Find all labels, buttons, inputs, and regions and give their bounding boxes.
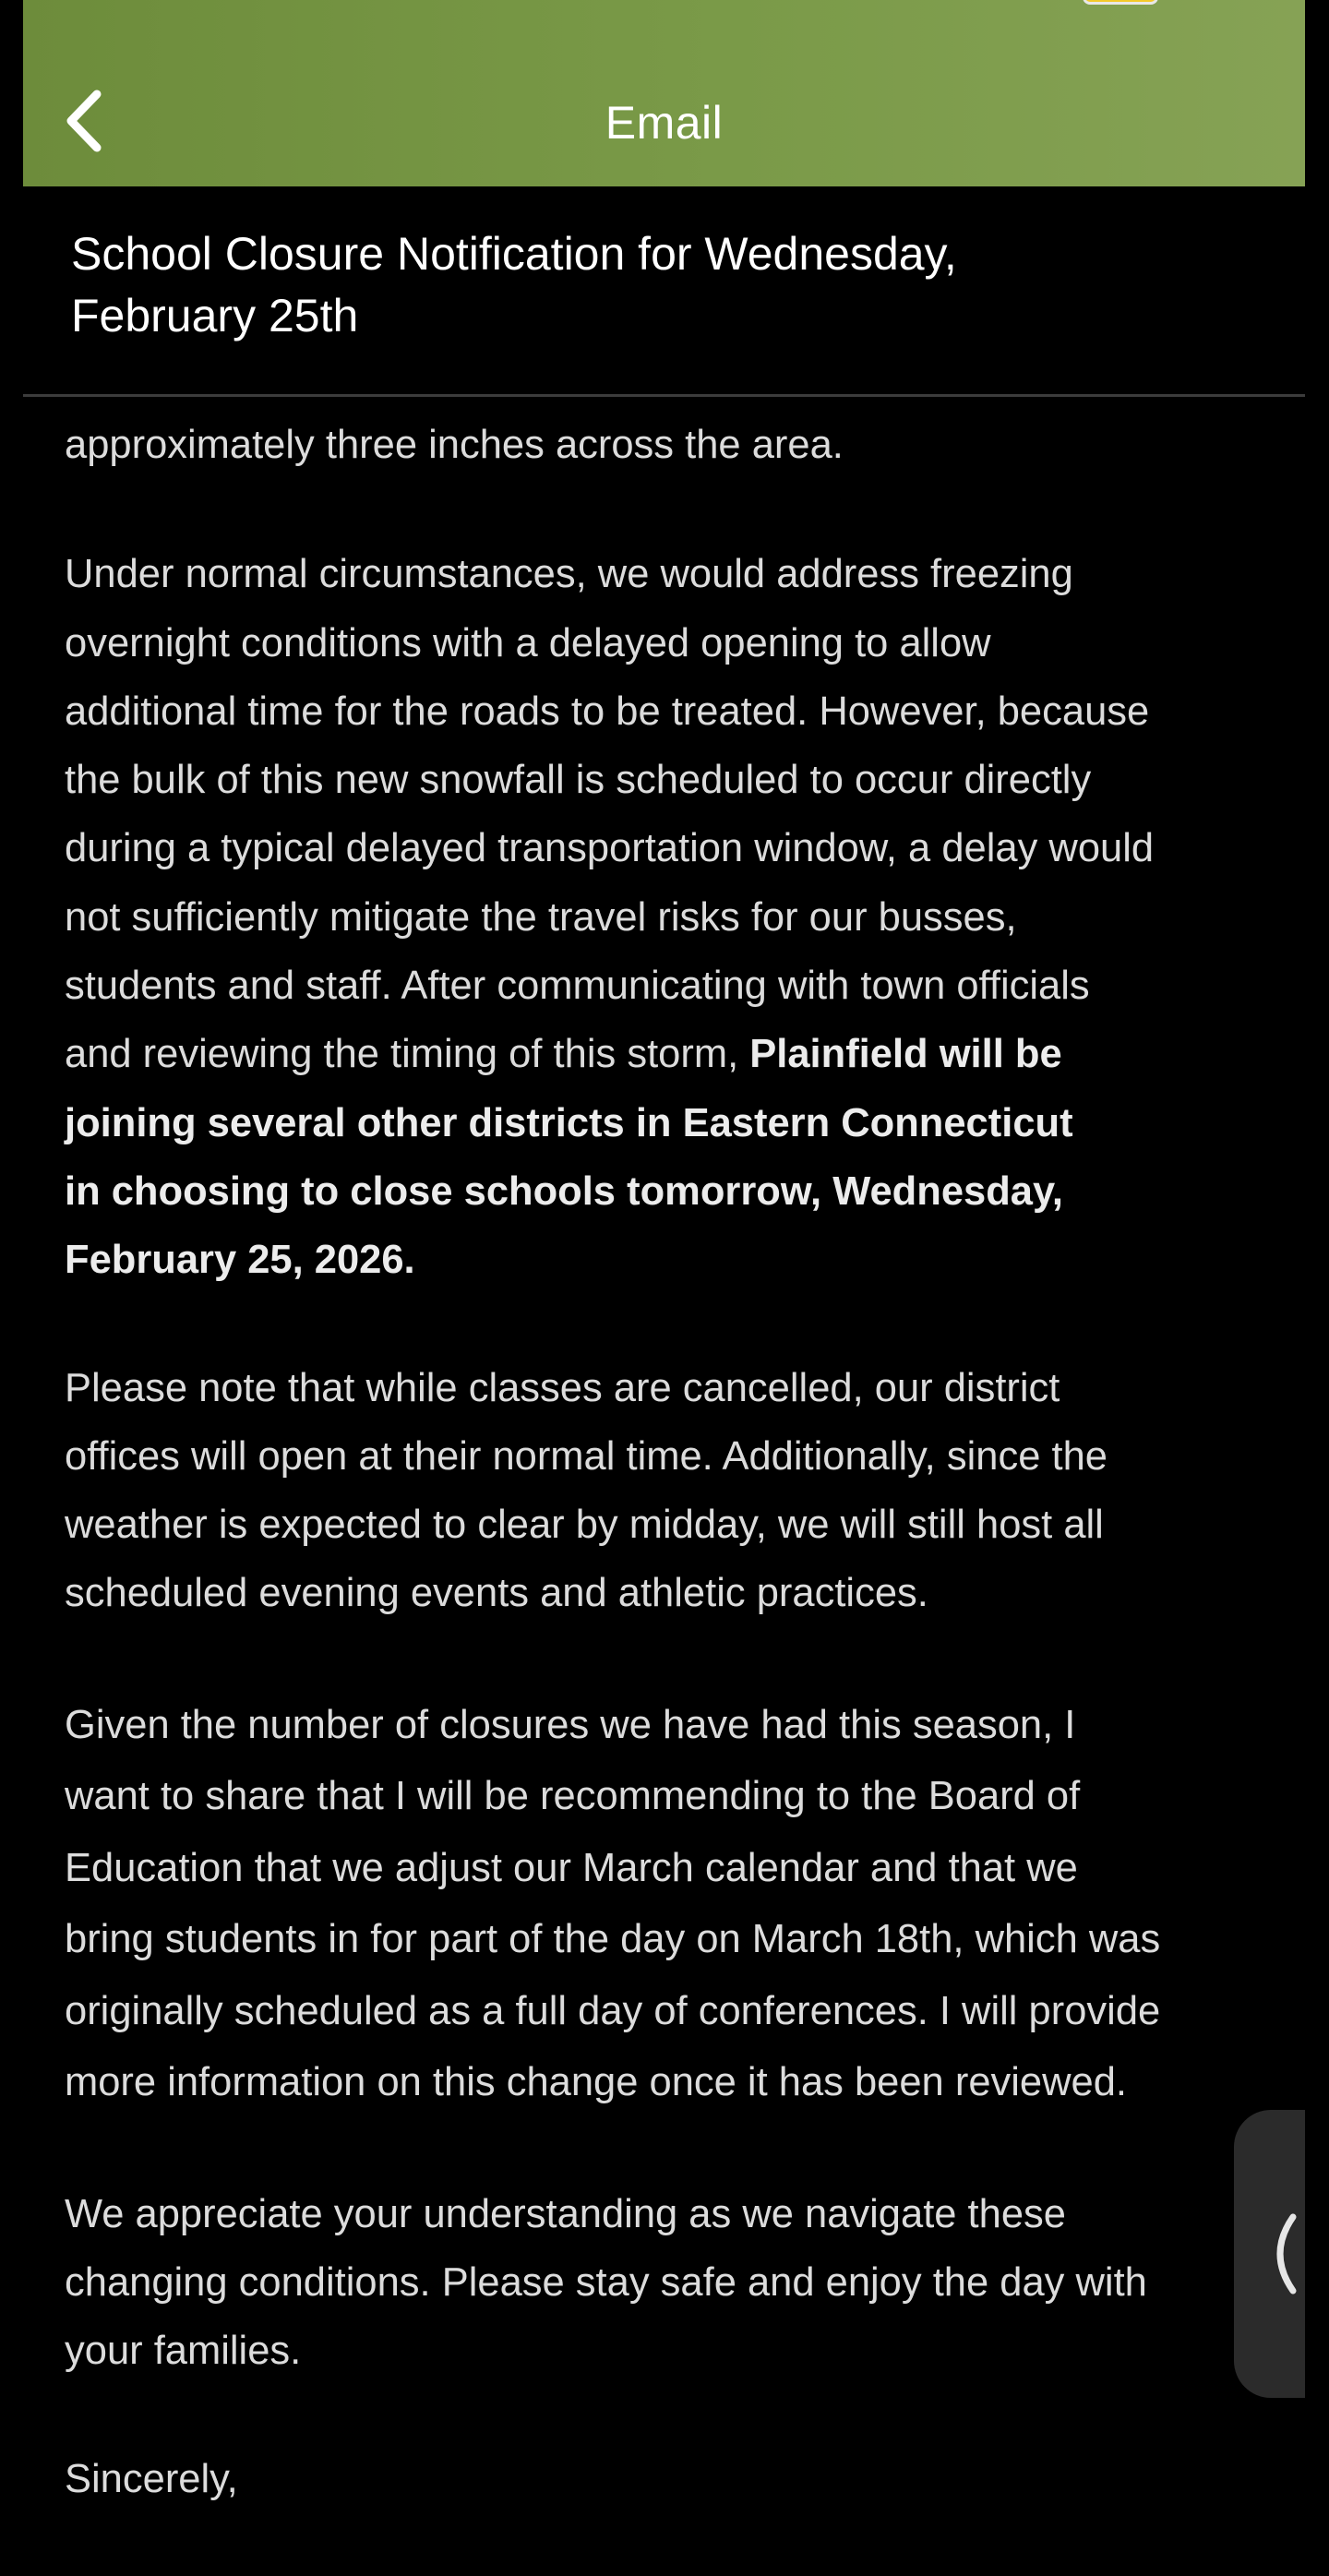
body-line: additional time for the roads to be treated. However, because <box>65 689 1150 734</box>
body-line: Given the number of closures we have had this season, I <box>65 1702 1076 1747</box>
body-line <box>65 1020 1292 1088</box>
battery-icon <box>1083 0 1158 5</box>
body-line: We appreciate your understanding as we navigate these <box>65 2191 1066 2236</box>
page-title: Email <box>605 97 724 149</box>
body-line-bold: in choosing to close schools tomorrow, Wednesday, <box>65 1168 1064 1214</box>
subject-line: School Closure Notification for Wednesday, <box>71 228 957 280</box>
body-line: students and staff. After communicating with town officials <box>65 964 1090 1009</box>
body-line: your families. <box>65 2329 302 2374</box>
chevron-left-icon <box>1252 2211 1305 2296</box>
body-line: bring students in for part of the day on March 18th, which was <box>65 1917 1161 1962</box>
body-line: the bulk of this new snowfall is scheduled to occur directly <box>65 758 1092 803</box>
body-line: originally scheduled as a full day of conferences. I will provide <box>65 1988 1161 2033</box>
body-line: overnight conditions with a delayed opening to allow <box>65 620 991 665</box>
paragraph-gap <box>65 2120 1292 2180</box>
body-line: changing conditions. Please stay safe and enjoy the day with <box>65 2260 1147 2306</box>
body-line: Please note that while classes are cancelled, our district <box>65 1365 1060 1410</box>
body-line: approximately three inches across the area. <box>65 423 844 467</box>
email-subject <box>71 223 1179 347</box>
body-line: more information on this change once it has been reviewed. <box>65 2060 1128 2105</box>
body-line: Under normal circumstances, we would address freezing <box>65 552 1073 597</box>
body-line: scheduled evening events and athletic practices. <box>65 1571 928 1616</box>
body-text-bold: Plainfield will be <box>749 1032 1062 1077</box>
app-header <box>23 0 1305 186</box>
email-subject-bar <box>23 186 1305 397</box>
email-body <box>65 411 1292 2513</box>
body-line: want to share that I will be recommending to the Board of <box>65 1774 1081 1819</box>
app-screen <box>23 0 1305 2576</box>
paragraph-gap <box>65 2386 1292 2445</box>
body-line: not sufficiently mitigate the travel risks for our busses, <box>65 894 1017 940</box>
subject-line: February 25th <box>71 290 359 341</box>
body-line: Sincerely, <box>65 2456 238 2501</box>
body-line-bold: February 25, 2026. <box>65 1238 415 1283</box>
body-line-bold: joining several other districts in Eastern Connecticut <box>65 1100 1073 1145</box>
body-line: during a typical delayed transportation window, a delay would <box>65 826 1155 871</box>
paragraph-gap <box>65 1295 1292 1354</box>
body-line: Education that we adjust our March calendar and that we <box>65 1845 1078 1890</box>
paragraph-gap <box>65 1628 1292 1691</box>
side-drawer-handle[interactable] <box>1234 2110 1305 2398</box>
status-bar <box>23 0 1305 7</box>
body-text-segment: and reviewing the timing of this storm, <box>65 1032 750 1077</box>
status-indicators <box>928 0 1223 4</box>
body-line: offices will open at their normal time. Additionally, since the <box>65 1433 1108 1479</box>
paragraph-gap <box>65 479 1292 540</box>
status-time-icon <box>178 0 317 4</box>
body-line: weather is expected to clear by midday, we will still host all <box>65 1503 1104 1548</box>
